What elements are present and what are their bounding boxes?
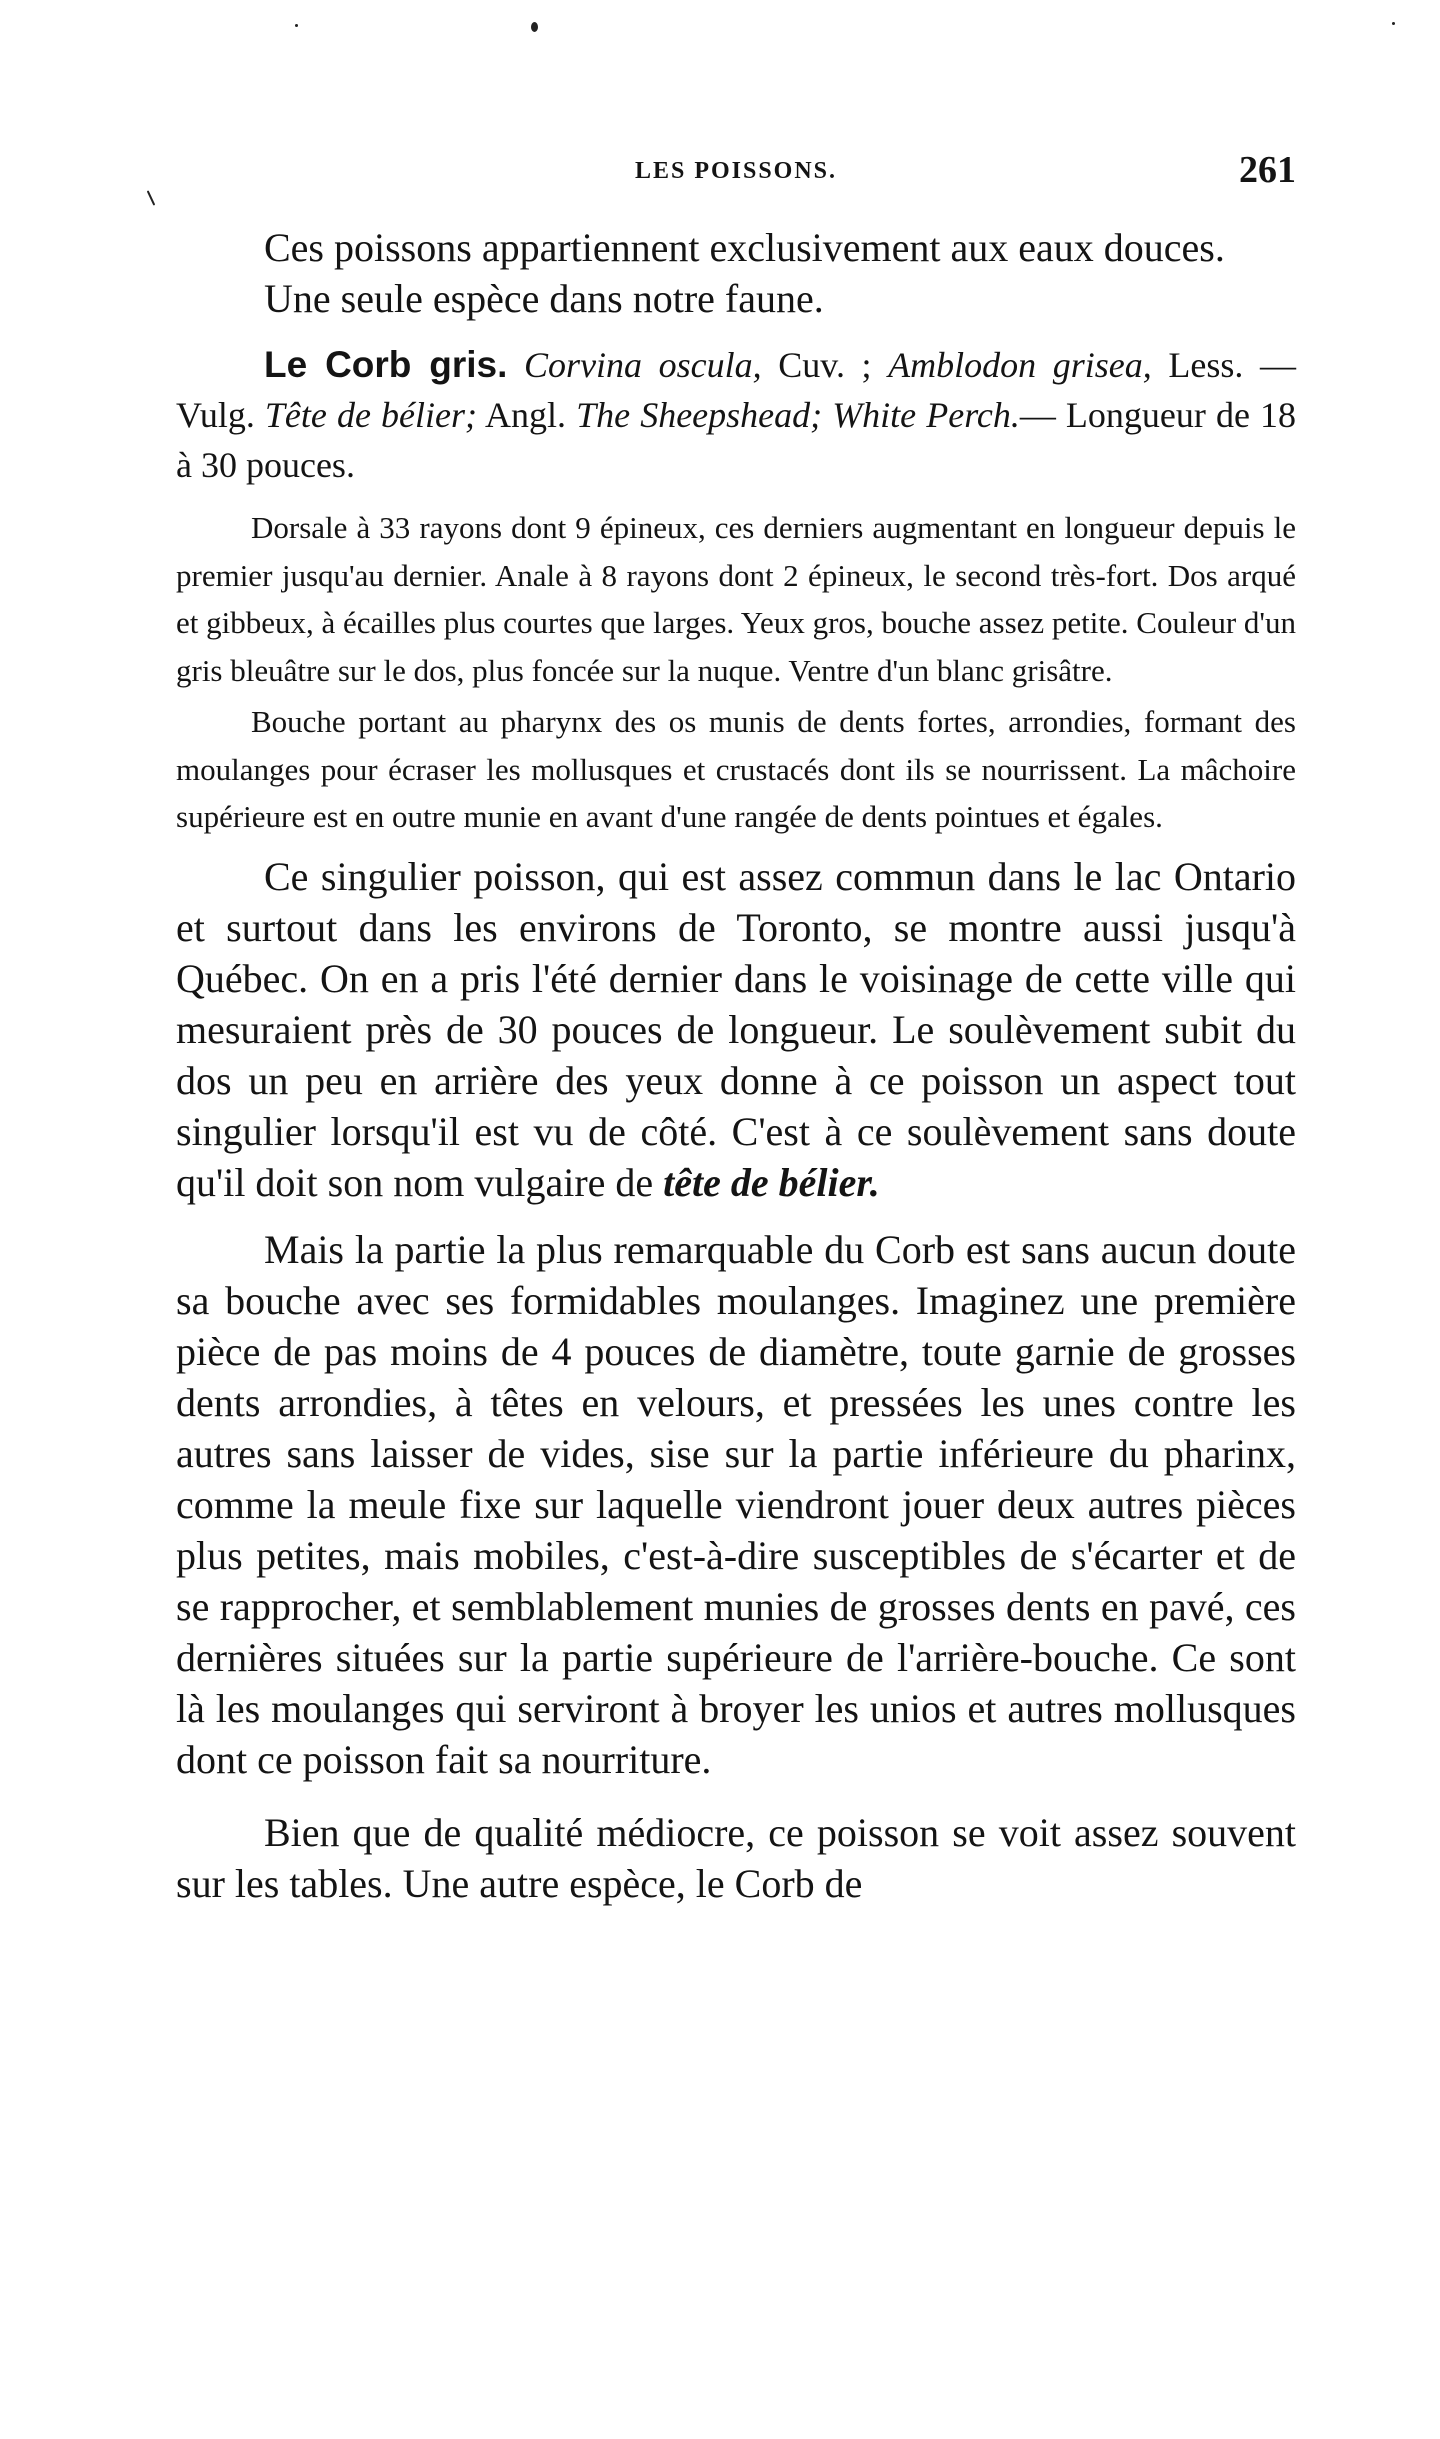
vulgar-name-emphasis: tête de bélier. [663,1159,880,1205]
description-paragraph-1: Dorsale à 33 rayons dont 9 épineux, ces derniers augmentant en longueur depuis le premier jusqu'au dernier. Anale à 8 rayons dont 2 épineux, le second très-fort. Dos arqué et gibbeux, à écailles plus courtes que larges. Yeux gros, bouche assez petite. Couleur d'un gris bleuâtre sur le dos, plus foncée sur la nuque. Ventre d'un blanc grisâtre. [176,510,1296,688]
narrative-text-1: Ce singulier poisson, qui est assez commun dans le lac Ontario et surtout dans les environs de Toronto, se montre aussi jusqu'à Québec. On en a pris l'été dernier dans le voisinage de cette ville qui mesuraient près de 30 pouces de longueur. Le soulèvement subit du dos un peu en arrière des yeux donne à ce poisson un aspect tout singulier lorsqu'il est vu de côté. C'est à ce soulèvement sans doute qu'il doit son nom vulgaire de [176,853,1296,1205]
species-heading-paragraph [176,340,1296,490]
narrative-paragraph-2: Mais la partie la plus remarquable du Corb est sans aucun doute sa bouche avec ses formidables moulanges. Imaginez une première pièce de pas moins de 4 pouces de diamètre, toute garnie de grosses dents arrondies, à têtes en velours, et pressées les unes contre les autres sans laisser de vides, sise sur la partie inférieure du pharinx, comme la meule fixe sur laquelle viendront jouer deux autres pièces plus petites, mais mobiles, c'est-à-dire susceptibles de s'écarter et de se rapprocher, et semblablement munies de grosses dents en pavé, ces dernières situées sur la partie supérieure de l'arrière-bouche. Ce sont là les moulanges qui serviront à broyer les unios et autres mollusques dont ce poisson fait sa nourriture. [176,1226,1296,1782]
running-title: LES POISSONS. [634,158,838,184]
author-2: Less. —Vulg. [176,345,1296,435]
print-speck [531,22,538,32]
vulgar-name: Tête de bélier; [264,395,477,435]
narrative-paragraph-1 [176,851,1296,1208]
english-name: The Sheepshead; White Perch. [576,395,1020,435]
english-label: Angl. [476,395,577,435]
intro-line-2: Une seule espèce dans notre faune. [264,276,824,321]
scientific-synonym-1: Corvina oscula, [524,345,762,385]
author-1: Cuv. ; [761,345,889,385]
description-paragraph-2: Bouche portant au pharynx des os munis de dents fortes, arrondies, formant des moulanges pour écraser les mollusques et crustacés dont ils se nourrissent. La mâchoire supérieure est en outre munie en avant d'une rangée de dents pointues et égales. [176,704,1296,834]
narrative-paragraph-3: Bien que de qualité médiocre, ce poisson se voit assez souvent sur les tables. Une autre espèce, le Corb de [176,1809,1296,1906]
page-header [176,148,1296,194]
species-name: Le Corb gris. [264,344,508,385]
page-body [176,222,1296,1909]
page-number: 261 [1239,149,1296,191]
length-text: — Longueur de 18 à 30 pouces. [176,395,1296,485]
print-speck [147,190,156,205]
print-speck [295,24,298,27]
scientific-synonym-2: Amblodon grisea, [888,345,1152,385]
print-speck [1392,22,1395,25]
intro-line-1: Ces poissons appartiennent exclusivement aux eaux douces. [264,225,1225,270]
